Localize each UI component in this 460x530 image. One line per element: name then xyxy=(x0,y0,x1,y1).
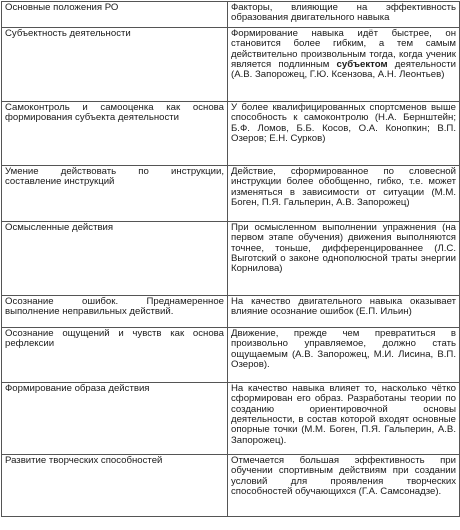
emphasis-text: субъектом xyxy=(336,59,388,71)
row-cell-right: У более квалифицированных спортсменов выше способность к самоконтролю (Н.А. Бернштейн; Б.Ф. Ломов, Б.Б. Косов, О.А. Конопкин; В.П. Озеров; Е.Н. Сурков) xyxy=(228,101,460,165)
header-cell-left: Основные положения РО xyxy=(2,2,228,28)
table-row xyxy=(2,295,460,327)
row-cell-left: Субъектность деятельности xyxy=(2,27,228,101)
row-cell-left: Осмысленные действия xyxy=(2,221,228,295)
table-row xyxy=(2,221,460,295)
row-cell-right: На качество навыка влияет то, насколько чётко сформирован его образ. Разработаны теории по созданию ориентировочной основы деятельности, в состав которой входят основные опорные точки (М.М. Боген, П.Я. Гальперин, А.В. Запорожец). xyxy=(228,382,460,454)
row-cell-right: При осмысленном выполнении упражнения (на первом этапе обучения) движения выполняются точнее, тоньше, дифференцированнее (Л.С. Выготский о законе однополюсной траты энергии Корнилова) xyxy=(228,221,460,295)
row-cell-left: Осознание ошибок. Преднамеренное выполнение неправильных действий. xyxy=(2,295,228,327)
table-row xyxy=(2,101,460,165)
row-cell-right: Отмечается большая эффективность при обучении спортивным действиям при создании условий для проявления творческих способностей обучающихся (Г.А. Самсонадзе). xyxy=(228,454,460,516)
row-cell-right: На качество двигательного навыка оказывает влияние осознание ошибок (Е.П. Ильин) xyxy=(228,295,460,327)
table-row xyxy=(2,454,460,516)
row-cell-right: Движение, прежде чем превратиться в произвольно управляемое, должно стать ощущаемым (А.В. Запорожец, М.И. Лисина, В.П. Озеров). xyxy=(228,327,460,382)
row-cell-left: Осознание ощущений и чувств как основа рефлексии xyxy=(2,327,228,382)
row-cell-left: Развитие творческих способностей xyxy=(2,454,228,516)
table-row xyxy=(2,382,460,454)
row-cell-right: Действие, сформированное по словесной инструкции более обобщенно, гибко, т.е. может изменяться в зависимости от ситуации (М.М. Боген, П.Я. Гальперин, А.В. Запорожец) xyxy=(228,165,460,221)
row-cell-left: Самоконтроль и самооценка как основа формирования субъекта деятельности xyxy=(2,101,228,165)
row-cell-left: Формирование образа действия xyxy=(2,382,228,454)
header-cell-right: Факторы, влияющие на эффективность образования двигательного навыка xyxy=(228,2,460,28)
comparison-table xyxy=(1,1,460,517)
table-header-row xyxy=(2,2,460,28)
row-cell-right: Формирование навыка идёт быстрее, он становится более гибким, а тем самым действительно произвольным тогда, когда ученик является подлинным субъектом деятельности (А.В. Запорожец, Г.Ю. Ксензова, А.Н. Леонтьев) xyxy=(228,27,460,101)
table-row xyxy=(2,27,460,101)
row-cell-left: Умение действовать по инструкции, составление инструкций xyxy=(2,165,228,221)
table-row xyxy=(2,327,460,382)
table-row xyxy=(2,165,460,221)
